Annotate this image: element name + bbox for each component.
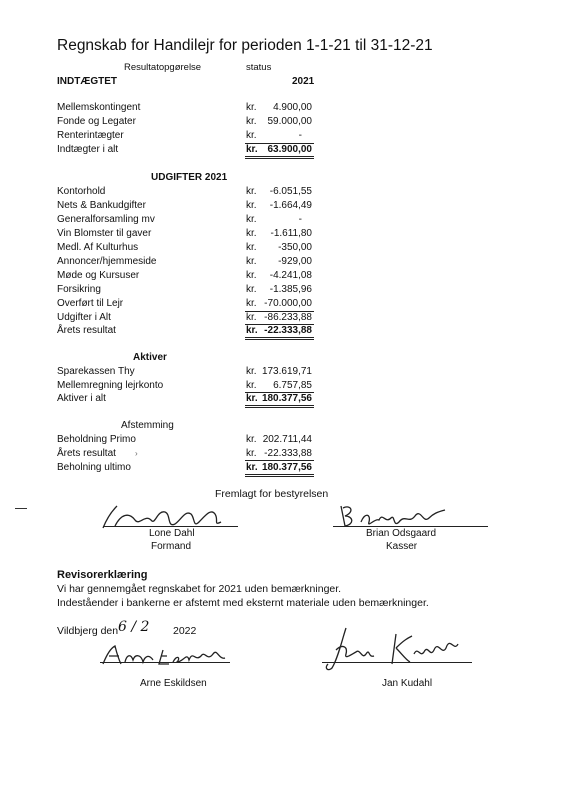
status-label: status: [246, 62, 272, 73]
audit-right-name: Jan Kudahl: [382, 678, 433, 689]
currency: kr.: [246, 366, 257, 377]
expense-row-label: Møde og Kursuser: [57, 270, 140, 281]
right-signer-name: Brian Odsgaard: [366, 528, 437, 539]
income-total-amount: 63.900,00: [267, 144, 312, 155]
expense-row-label: Overført til Lejr: [57, 298, 124, 309]
expense-row-amount: -70.000,00: [264, 298, 312, 309]
stray-mark: [15, 508, 27, 509]
double-underline: [245, 405, 314, 408]
audit-handwritten-date: 6 / 2: [118, 619, 150, 635]
currency: kr.: [246, 116, 257, 127]
income-row-amount: 59.000,00: [267, 116, 312, 127]
right-signer-role: Kasser: [386, 541, 418, 552]
left-signer-role: Formand: [151, 541, 192, 552]
income-total-label: Indtægter i alt: [57, 144, 119, 155]
year-result-label: Årets resultat: [57, 325, 116, 336]
expense-row-label: Nets & Bankudgifter: [57, 200, 146, 211]
double-underline: [245, 337, 314, 340]
audit-year: 2022: [173, 625, 197, 637]
asset-row-amount: 173.619,71: [261, 366, 312, 377]
expenses-total-label: Udgifter i Alt: [57, 312, 111, 323]
reconciliation-row-amount: 202.711,44: [262, 434, 312, 445]
audit-place: Vildbjerg den: [57, 625, 119, 637]
currency: kr.: [246, 144, 258, 155]
asset-row-amount: 6.757,85: [273, 380, 312, 391]
currency: kr.: [246, 256, 257, 267]
currency: kr.: [246, 242, 257, 253]
signature-line: [322, 662, 472, 663]
reconciliation-total-amount: 180.377,56: [261, 462, 312, 473]
signature-line: [333, 526, 488, 527]
expense-row-amount: -350,00: [278, 242, 312, 253]
assets-total-label: Aktiver i alt: [57, 393, 106, 404]
currency: kr.: [246, 214, 257, 225]
document-title: Regnskab for Handilejr for perioden 1-1-21 til 31-12-21: [57, 37, 433, 54]
currency: kr.: [246, 270, 257, 281]
income-row-amount: -: [298, 130, 302, 141]
currency: kr.: [246, 462, 258, 473]
currency: kr.: [246, 380, 257, 391]
expense-row-amount: -1.385,96: [269, 284, 312, 295]
expense-row-label: Forsikring: [57, 284, 101, 295]
currency: kr.: [246, 312, 257, 323]
currency: kr.: [246, 434, 257, 445]
underline: [245, 460, 314, 461]
expense-row-label: Generalforsamling mv: [57, 214, 155, 225]
income-row-amount: 4.900,00: [273, 102, 312, 113]
income-year: 2021: [292, 76, 315, 87]
currency: kr.: [246, 393, 258, 404]
expense-row-label: Medl. Af Kulturhus: [57, 242, 139, 253]
reconciliation-row-label: Årets resultat: [57, 448, 116, 459]
expense-row-amount: -6.051,55: [269, 186, 312, 197]
currency: kr.: [246, 284, 257, 295]
expense-row-label: Kontorhold: [57, 186, 106, 197]
income-row-label: Renterintægter: [57, 130, 124, 141]
currency: kr.: [246, 325, 258, 336]
reconciliation-total-label: Beholning ultimo: [57, 462, 131, 473]
reconciliation-heading: Afstemming: [121, 420, 174, 431]
assets-total-amount: 180.377,56: [261, 393, 312, 404]
currency: kr.: [246, 186, 257, 197]
reconciliation-row-amount: -22.333,88: [264, 448, 312, 459]
expense-row-amount: -1.611,80: [270, 228, 312, 239]
result-label: Resultatopgørelse: [124, 62, 202, 73]
currency: kr.: [246, 298, 257, 309]
currency: kr.: [246, 102, 257, 113]
currency: kr.: [246, 448, 257, 459]
expense-row-label: Vin Blomster til gaver: [57, 228, 152, 239]
currency: kr.: [246, 228, 257, 239]
expenses-heading: UDGIFTER 2021: [151, 172, 228, 183]
expense-row-amount: -929,00: [278, 256, 312, 267]
expense-row-label: Annoncer/hjemmeside: [57, 256, 157, 267]
signature-jan-kudahl: [318, 624, 468, 674]
reconciliation-row-label: Beholdning Primo: [57, 434, 136, 445]
double-underline: [245, 156, 314, 159]
year-result-amount: -22.333,88: [264, 325, 312, 336]
left-signer-name: Lone Dahl: [149, 528, 195, 539]
signature-arne-eskildsen: [97, 640, 232, 668]
expense-row-amount: -4.241,08: [269, 270, 312, 281]
signature-line: [103, 526, 238, 527]
audit-line-2: Indeståender i bankerne er afstemt med eksternt materiale uden bemærkninger.: [57, 597, 429, 609]
presented-label: Fremlagt for bestyrelsen: [215, 488, 329, 500]
signature-line: [100, 662, 230, 663]
income-heading: INDTÆGTET: [57, 76, 117, 87]
currency: kr.: [246, 130, 257, 141]
income-row-label: Fonde og Legater: [57, 116, 136, 127]
asset-row-label: Sparekassen Thy: [57, 366, 135, 377]
expenses-total-amount: -86.233,88: [264, 312, 312, 323]
audit-left-name: Arne Eskildsen: [140, 678, 207, 689]
double-underline: [245, 474, 314, 477]
assets-heading: Aktiver: [133, 352, 167, 363]
asset-row-label: Mellemregning lejrkonto: [57, 380, 164, 391]
currency: kr.: [246, 200, 257, 211]
audit-heading: Revisorerklæring: [57, 569, 148, 581]
income-row-label: Mellemskontingent: [57, 102, 141, 113]
audit-line-1: Vi har gennemgået regnskabet for 2021 uden bemærkninger.: [57, 583, 342, 595]
expense-row-amount: -: [298, 214, 302, 225]
expense-row-amount: -1.664,49: [269, 200, 312, 211]
stray-mark: ›: [135, 449, 138, 458]
